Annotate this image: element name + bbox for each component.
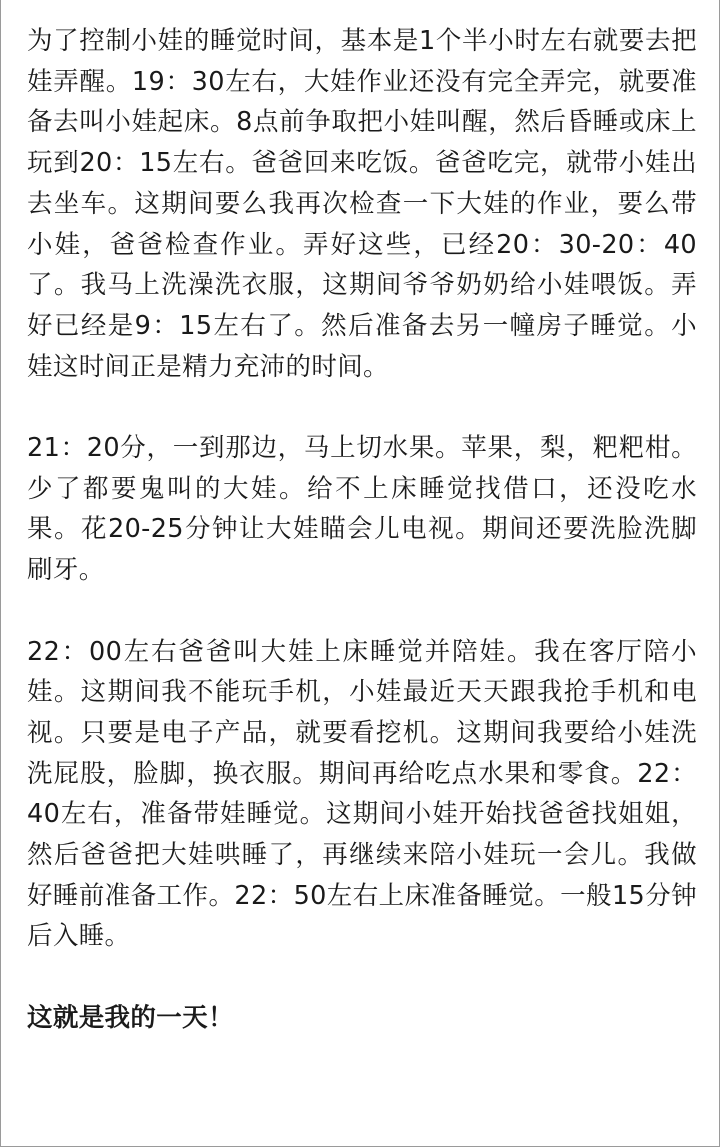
paragraph-evening-routine: 为了控制小娃的睡觉时间，基本是1个半小时左右就要去把娃弄醒。19：30左右，大娃作业还没有完全弄完，就要准备去叫小娃起床。8点前争取把小娃叫醒，然后昏睡或床上玩到20：15左右。爸爸回来吃饭。爸爸吃完，就带小娃出去坐车。这期间要么我再次检查一下大娃的作业，要么带小娃，爸爸检查作业。弄好这些，已经20：30-20：40了。我马上洗澡洗衣服，这期间爷爷奶奶给小娃喂饭。弄好已经是9：15左右了。然后准备去另一幢房子睡觉。小娃这时间正是精力充沛的时间。: [27, 26, 697, 382]
paragraph-spacer: [27, 387, 697, 428]
paragraph-spacer: [27, 591, 697, 632]
paragraph-spacer: [27, 957, 697, 998]
closing-line: 这就是我的一天！: [27, 1002, 234, 1033]
paragraph-bedtime: 22：00左右爸爸叫大娃上床睡觉并陪娃。我在客厅陪小娃。这期间我不能玩手机，小娃最近天天跟我抢手机和电视。只要是电子产品，就要看挖机。这期间我要给小娃洗洗屁股，脸脚，换衣服。期间再给吃点水果和零食。22：40左右，准备带娃睡觉。这期间小娃开始找爸爸找姐姐，然后爸爸把大娃哄睡了，再继续来陪小娃玩一会儿。我做好睡前准备工作。22：50左右上床准备睡觉。一般15分钟后入睡。: [27, 636, 697, 952]
article-body: [27, 21, 697, 1039]
paragraph-fruit-time: 21：20分，一到那边，马上切水果。苹果，梨，粑粑柑。少了都要鬼叫的大娃。给不上床睡觉找借口，还没吃水果。花20-25分钟让大娃瞄会儿电视。期间还要洗脸洗脚刷牙。: [27, 433, 697, 586]
